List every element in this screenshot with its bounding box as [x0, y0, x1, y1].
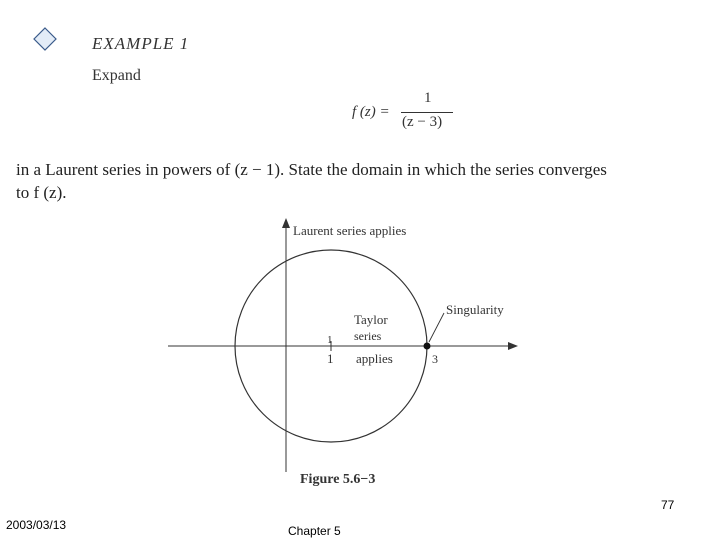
singularity-label: Singularity: [446, 302, 504, 317]
footer-date: 2003/03/13: [6, 518, 67, 532]
figure-caption: Figure 5.6−3: [300, 472, 376, 487]
diamond-bullet-icon: [33, 27, 57, 51]
tick-label-below: 1: [327, 351, 334, 366]
taylor-label-line1: Taylor: [354, 312, 388, 327]
laurent-label: Laurent series applies: [293, 223, 407, 238]
statement-line-1: in a Laurent series in powers of (z − 1). State the domain in which the series converges: [16, 160, 607, 179]
laurent-diagram: [160, 212, 540, 482]
taylor-label-line2: series: [354, 329, 382, 343]
singularity-pointer: [429, 313, 444, 342]
singularity-point: [424, 343, 431, 350]
real-axis-arrow: [508, 342, 518, 350]
taylor-label-line3: applies: [356, 351, 393, 366]
point-label-3: 3: [432, 352, 438, 366]
formula-lhs: f (z) =: [352, 104, 390, 120]
fraction-bar: [401, 112, 453, 113]
formula-denominator: (z − 3): [402, 114, 443, 130]
tick-label-above: 1: [327, 334, 333, 346]
footer-chapter: Chapter 5: [288, 524, 341, 538]
example-title: EXAMPLE 1: [92, 34, 190, 53]
formula: [352, 90, 472, 138]
page-number: 77: [661, 498, 675, 512]
expand-label: Expand: [92, 67, 141, 84]
imaginary-axis-arrow: [282, 218, 290, 228]
problem-statement: [16, 158, 696, 204]
statement-line-2: to f (z).: [16, 183, 67, 202]
formula-numerator: 1: [424, 90, 432, 106]
